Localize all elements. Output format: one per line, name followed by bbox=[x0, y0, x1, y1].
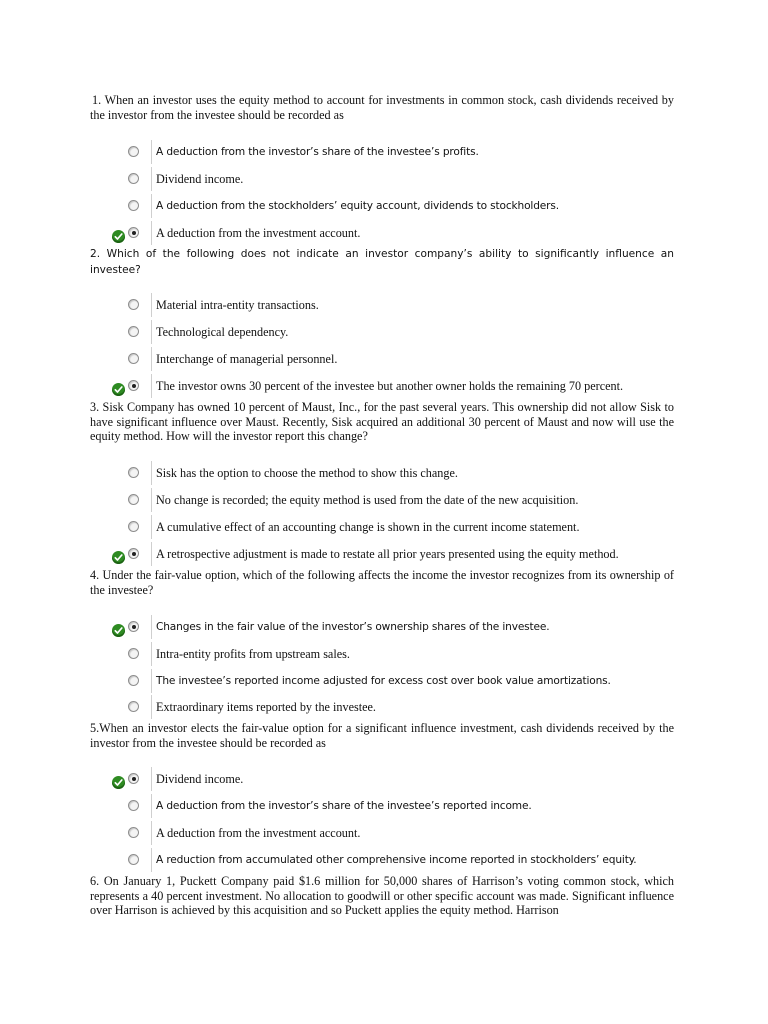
option-divider bbox=[151, 821, 152, 845]
question-4-option-1[interactable] bbox=[0, 617, 768, 639]
radio-button[interactable] bbox=[128, 200, 139, 211]
option-divider bbox=[151, 461, 152, 485]
option-label: Extraordinary items reported by the investee. bbox=[156, 700, 376, 714]
question-2-option-2[interactable] bbox=[0, 322, 768, 344]
option-label: A deduction from the investment account. bbox=[156, 826, 361, 840]
question-5-option-4[interactable] bbox=[0, 850, 768, 872]
radio-button[interactable] bbox=[128, 701, 139, 712]
question-1-option-4[interactable] bbox=[0, 223, 768, 245]
option-label: A cumulative effect of an accounting change is shown in the current income statement. bbox=[156, 520, 580, 534]
option-label: Intra-entity profits from upstream sales. bbox=[156, 647, 350, 661]
question-1-option-1[interactable] bbox=[0, 142, 768, 164]
question-5-text: 5.When an investor elects the fair-value option for a significant influence investment, cash dividends received by the investor from the investee should be recorded as bbox=[90, 721, 674, 750]
option-label: A deduction from the investment account. bbox=[156, 226, 361, 240]
question-3-option-2[interactable] bbox=[0, 490, 768, 512]
option-label: Material intra-entity transactions. bbox=[156, 298, 319, 312]
radio-button[interactable] bbox=[128, 299, 139, 310]
option-divider bbox=[151, 293, 152, 317]
radio-button[interactable] bbox=[128, 854, 139, 865]
question-1-option-3[interactable] bbox=[0, 196, 768, 218]
radio-button[interactable] bbox=[128, 648, 139, 659]
radio-button[interactable] bbox=[128, 146, 139, 157]
radio-button[interactable] bbox=[128, 173, 139, 184]
option-label: Sisk has the option to choose the method to show this change. bbox=[156, 466, 458, 480]
radio-button-selected[interactable] bbox=[128, 773, 139, 784]
question-5-option-3[interactable] bbox=[0, 823, 768, 845]
option-label: A deduction from the stockholders’ equity account, dividends to stockholders. bbox=[156, 200, 559, 212]
question-1-option-2[interactable] bbox=[0, 169, 768, 191]
question-4-option-2[interactable] bbox=[0, 644, 768, 666]
option-divider bbox=[151, 669, 152, 693]
question-3-option-1[interactable] bbox=[0, 463, 768, 485]
correct-check-icon bbox=[112, 776, 125, 789]
radio-button[interactable] bbox=[128, 675, 139, 686]
option-divider bbox=[151, 515, 152, 539]
option-label: No change is recorded; the equity method is used from the date of the new acquisition. bbox=[156, 493, 579, 507]
radio-button-selected[interactable] bbox=[128, 227, 139, 238]
option-label: Changes in the fair value of the investor’s ownership shares of the investee. bbox=[156, 621, 550, 633]
question-6-text: 6. On January 1, Puckett Company paid $1.6 million for 50,000 shares of Harrison’s voting common stock, which represents a 40 percent investment. No allocation to goodwill or other specific account was made. Significant influence over Harrison is achieved by this acquisition and so Puckett applies the equity method. Harrison bbox=[90, 874, 674, 918]
question-5-option-2[interactable] bbox=[0, 796, 768, 818]
option-divider bbox=[151, 695, 152, 719]
radio-button-selected[interactable] bbox=[128, 548, 139, 559]
question-2-text bbox=[90, 246, 674, 277]
option-label: A deduction from the investor’s share of the investee’s profits. bbox=[156, 146, 479, 158]
option-label: A deduction from the investor’s share of the investee’s reported income. bbox=[156, 800, 532, 812]
radio-button-selected[interactable] bbox=[128, 380, 139, 391]
option-divider bbox=[151, 642, 152, 666]
option-divider bbox=[151, 194, 152, 218]
radio-button[interactable] bbox=[128, 827, 139, 838]
question-4-option-3[interactable] bbox=[0, 671, 768, 693]
question-3-option-4[interactable] bbox=[0, 544, 768, 566]
question-3-text: 3. Sisk Company has owned 10 percent of Maust, Inc., for the past several years. This ownership did not allow Sisk to have significant influence over Maust. Recently, Sisk acquired an additional 30 percent of Maust and now will use the equity method. How will the investor report this change? bbox=[90, 400, 674, 444]
option-label: The investee’s reported income adjusted for excess cost over book value amortizations. bbox=[156, 675, 611, 687]
option-divider bbox=[151, 320, 152, 344]
option-divider bbox=[151, 374, 152, 398]
question-1-text: 1. When an investor uses the equity method to account for investments in common stock, cash dividends received by the investor from the investee should be recorded as bbox=[90, 93, 674, 122]
question-2-option-3[interactable] bbox=[0, 349, 768, 371]
correct-check-icon bbox=[112, 624, 125, 637]
radio-button-selected[interactable] bbox=[128, 621, 139, 632]
option-divider bbox=[151, 794, 152, 818]
option-divider bbox=[151, 848, 152, 872]
radio-button[interactable] bbox=[128, 467, 139, 478]
question-2-option-4[interactable] bbox=[0, 376, 768, 398]
question-2-label: 2. Which of the following does not indicate an investor company’s ability to significantly influence an investee? bbox=[90, 248, 674, 276]
option-label: Interchange of managerial personnel. bbox=[156, 352, 338, 366]
option-divider bbox=[151, 140, 152, 164]
question-3-option-3[interactable] bbox=[0, 517, 768, 539]
question-2-option-1[interactable] bbox=[0, 295, 768, 317]
option-label: A reduction from accumulated other comprehensive income reported in stockholders’ equity. bbox=[156, 854, 637, 866]
radio-button[interactable] bbox=[128, 494, 139, 505]
question-4-option-4[interactable] bbox=[0, 697, 768, 719]
option-divider bbox=[151, 542, 152, 566]
radio-button[interactable] bbox=[128, 326, 139, 337]
correct-check-icon bbox=[112, 383, 125, 396]
option-label: Dividend income. bbox=[156, 172, 244, 186]
option-label: A retrospective adjustment is made to restate all prior years presented using the equity method. bbox=[156, 547, 619, 561]
option-divider bbox=[151, 767, 152, 791]
option-divider bbox=[151, 221, 152, 245]
radio-button[interactable] bbox=[128, 353, 139, 364]
option-label: Dividend income. bbox=[156, 772, 244, 786]
option-divider bbox=[151, 488, 152, 512]
option-divider bbox=[151, 167, 152, 191]
option-label: Technological dependency. bbox=[156, 325, 289, 339]
correct-check-icon bbox=[112, 230, 125, 243]
option-divider bbox=[151, 347, 152, 371]
correct-check-icon bbox=[112, 551, 125, 564]
option-label: The investor owns 30 percent of the investee but another owner holds the remaining 70 percent. bbox=[156, 379, 624, 393]
option-divider bbox=[151, 615, 152, 639]
question-4-text: 4. Under the fair-value option, which of the following affects the income the investor recognizes from its ownership of the investee? bbox=[90, 568, 674, 597]
question-5-option-1[interactable] bbox=[0, 769, 768, 791]
radio-button[interactable] bbox=[128, 800, 139, 811]
radio-button[interactable] bbox=[128, 521, 139, 532]
